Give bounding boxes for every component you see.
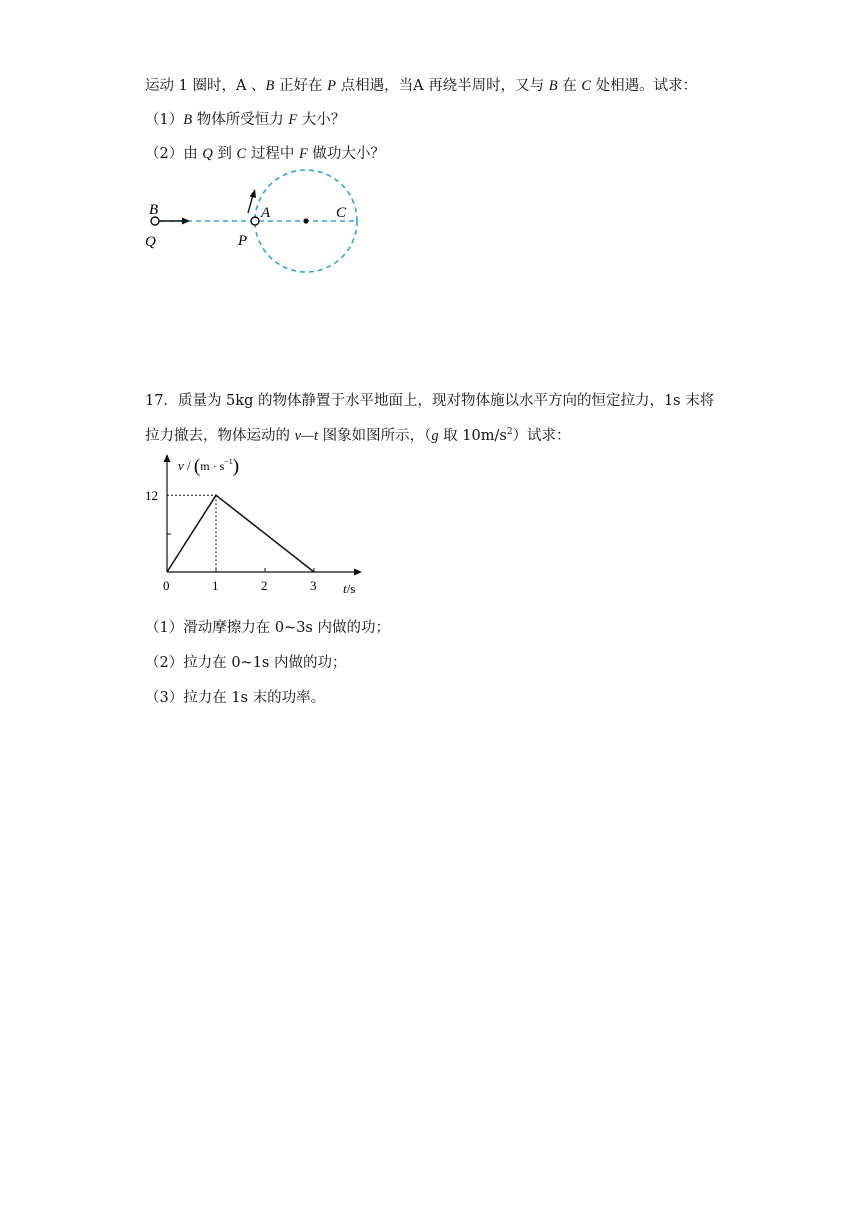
x-label-var: t xyxy=(343,581,347,596)
text: 到 xyxy=(212,146,237,162)
velocity-arrowhead xyxy=(250,189,257,198)
velocity-series-line xyxy=(167,495,314,572)
text: 取 10m/s xyxy=(438,428,507,444)
y-axis-arrowhead xyxy=(164,454,171,462)
label-b: B xyxy=(149,202,159,218)
x-tick-label: 3 xyxy=(310,578,317,593)
x-axis-arrowhead xyxy=(354,569,362,576)
y-label-exp: −1 xyxy=(224,457,233,466)
velocity-arrow xyxy=(248,195,253,213)
x-axis-label xyxy=(343,581,355,596)
text: 在 xyxy=(557,78,582,94)
vt-graph xyxy=(140,450,390,600)
text: 点相遇，当A 再绕半周时，又与 xyxy=(335,78,549,94)
label-a: A xyxy=(261,205,271,221)
p16-line1 xyxy=(145,74,697,95)
var-vt: v—t xyxy=(294,428,318,444)
text: （2）由 xyxy=(145,146,203,162)
var-c: C xyxy=(581,78,592,94)
p16-question-1 xyxy=(145,108,345,129)
var-c: C xyxy=(236,146,247,162)
var-b: B xyxy=(548,78,558,94)
x-tick-label: 1 xyxy=(212,578,219,593)
var-f: F xyxy=(288,112,298,128)
p17-question-3: （3）拉力在 1s 末的功率。 xyxy=(145,690,326,706)
var-g: g xyxy=(431,428,439,444)
y-tick-label: 12 xyxy=(145,488,158,504)
y-label-slash: / xyxy=(183,458,194,473)
text: 拉力撤去，物体运动的 xyxy=(145,428,295,444)
y-label-unit: m · s xyxy=(200,459,225,473)
text: 大小？ xyxy=(297,112,346,128)
p16-question-2 xyxy=(145,142,385,163)
label-q: Q xyxy=(145,234,156,250)
label-p: P xyxy=(238,233,248,249)
center-dot xyxy=(303,218,308,223)
x-label-unit: /s xyxy=(346,581,356,596)
text: 物体所受恒力 xyxy=(192,112,289,128)
superscript: 2 xyxy=(506,427,513,438)
p17-question-1: （1）滑动摩擦力在 0~3s 内做的功； xyxy=(145,620,390,636)
text: 做功大小？ xyxy=(307,146,385,162)
text: （1） xyxy=(145,112,184,128)
p16-circle-diagram xyxy=(140,168,380,278)
text: 正好在 xyxy=(274,78,328,94)
text: 运动 1 圈时，A 、 xyxy=(145,78,266,94)
force-arrowhead xyxy=(182,218,190,225)
y-axis-label: $v / (m \cdot s^{-1})$ xyxy=(178,456,240,477)
object-b xyxy=(151,217,159,225)
p17-line2 xyxy=(145,424,571,445)
var-p: P xyxy=(327,78,336,94)
x-tick-label: 0 xyxy=(163,578,170,593)
var-q: Q xyxy=(202,146,213,162)
p17-line1: 17．质量为 5kg 的物体静置于水平地面上，现对物体施以水平方向的恒定拉力，1s 末将 xyxy=(145,393,715,409)
y-label-var: v xyxy=(178,458,184,473)
label-c: C xyxy=(336,205,347,221)
p17-question-2: （2）拉力在 0~1s 内做的功； xyxy=(145,655,347,671)
x-tick-label: 2 xyxy=(261,578,268,593)
text: ）试求： xyxy=(512,428,571,444)
text: 处相遇。试求： xyxy=(591,78,698,94)
text: 图象如图所示，（ xyxy=(317,428,432,444)
text: 过程中 xyxy=(246,146,299,162)
var-b: B xyxy=(265,78,275,94)
object-a xyxy=(251,217,259,225)
var-b: B xyxy=(183,112,193,128)
var-f: F xyxy=(298,146,308,162)
